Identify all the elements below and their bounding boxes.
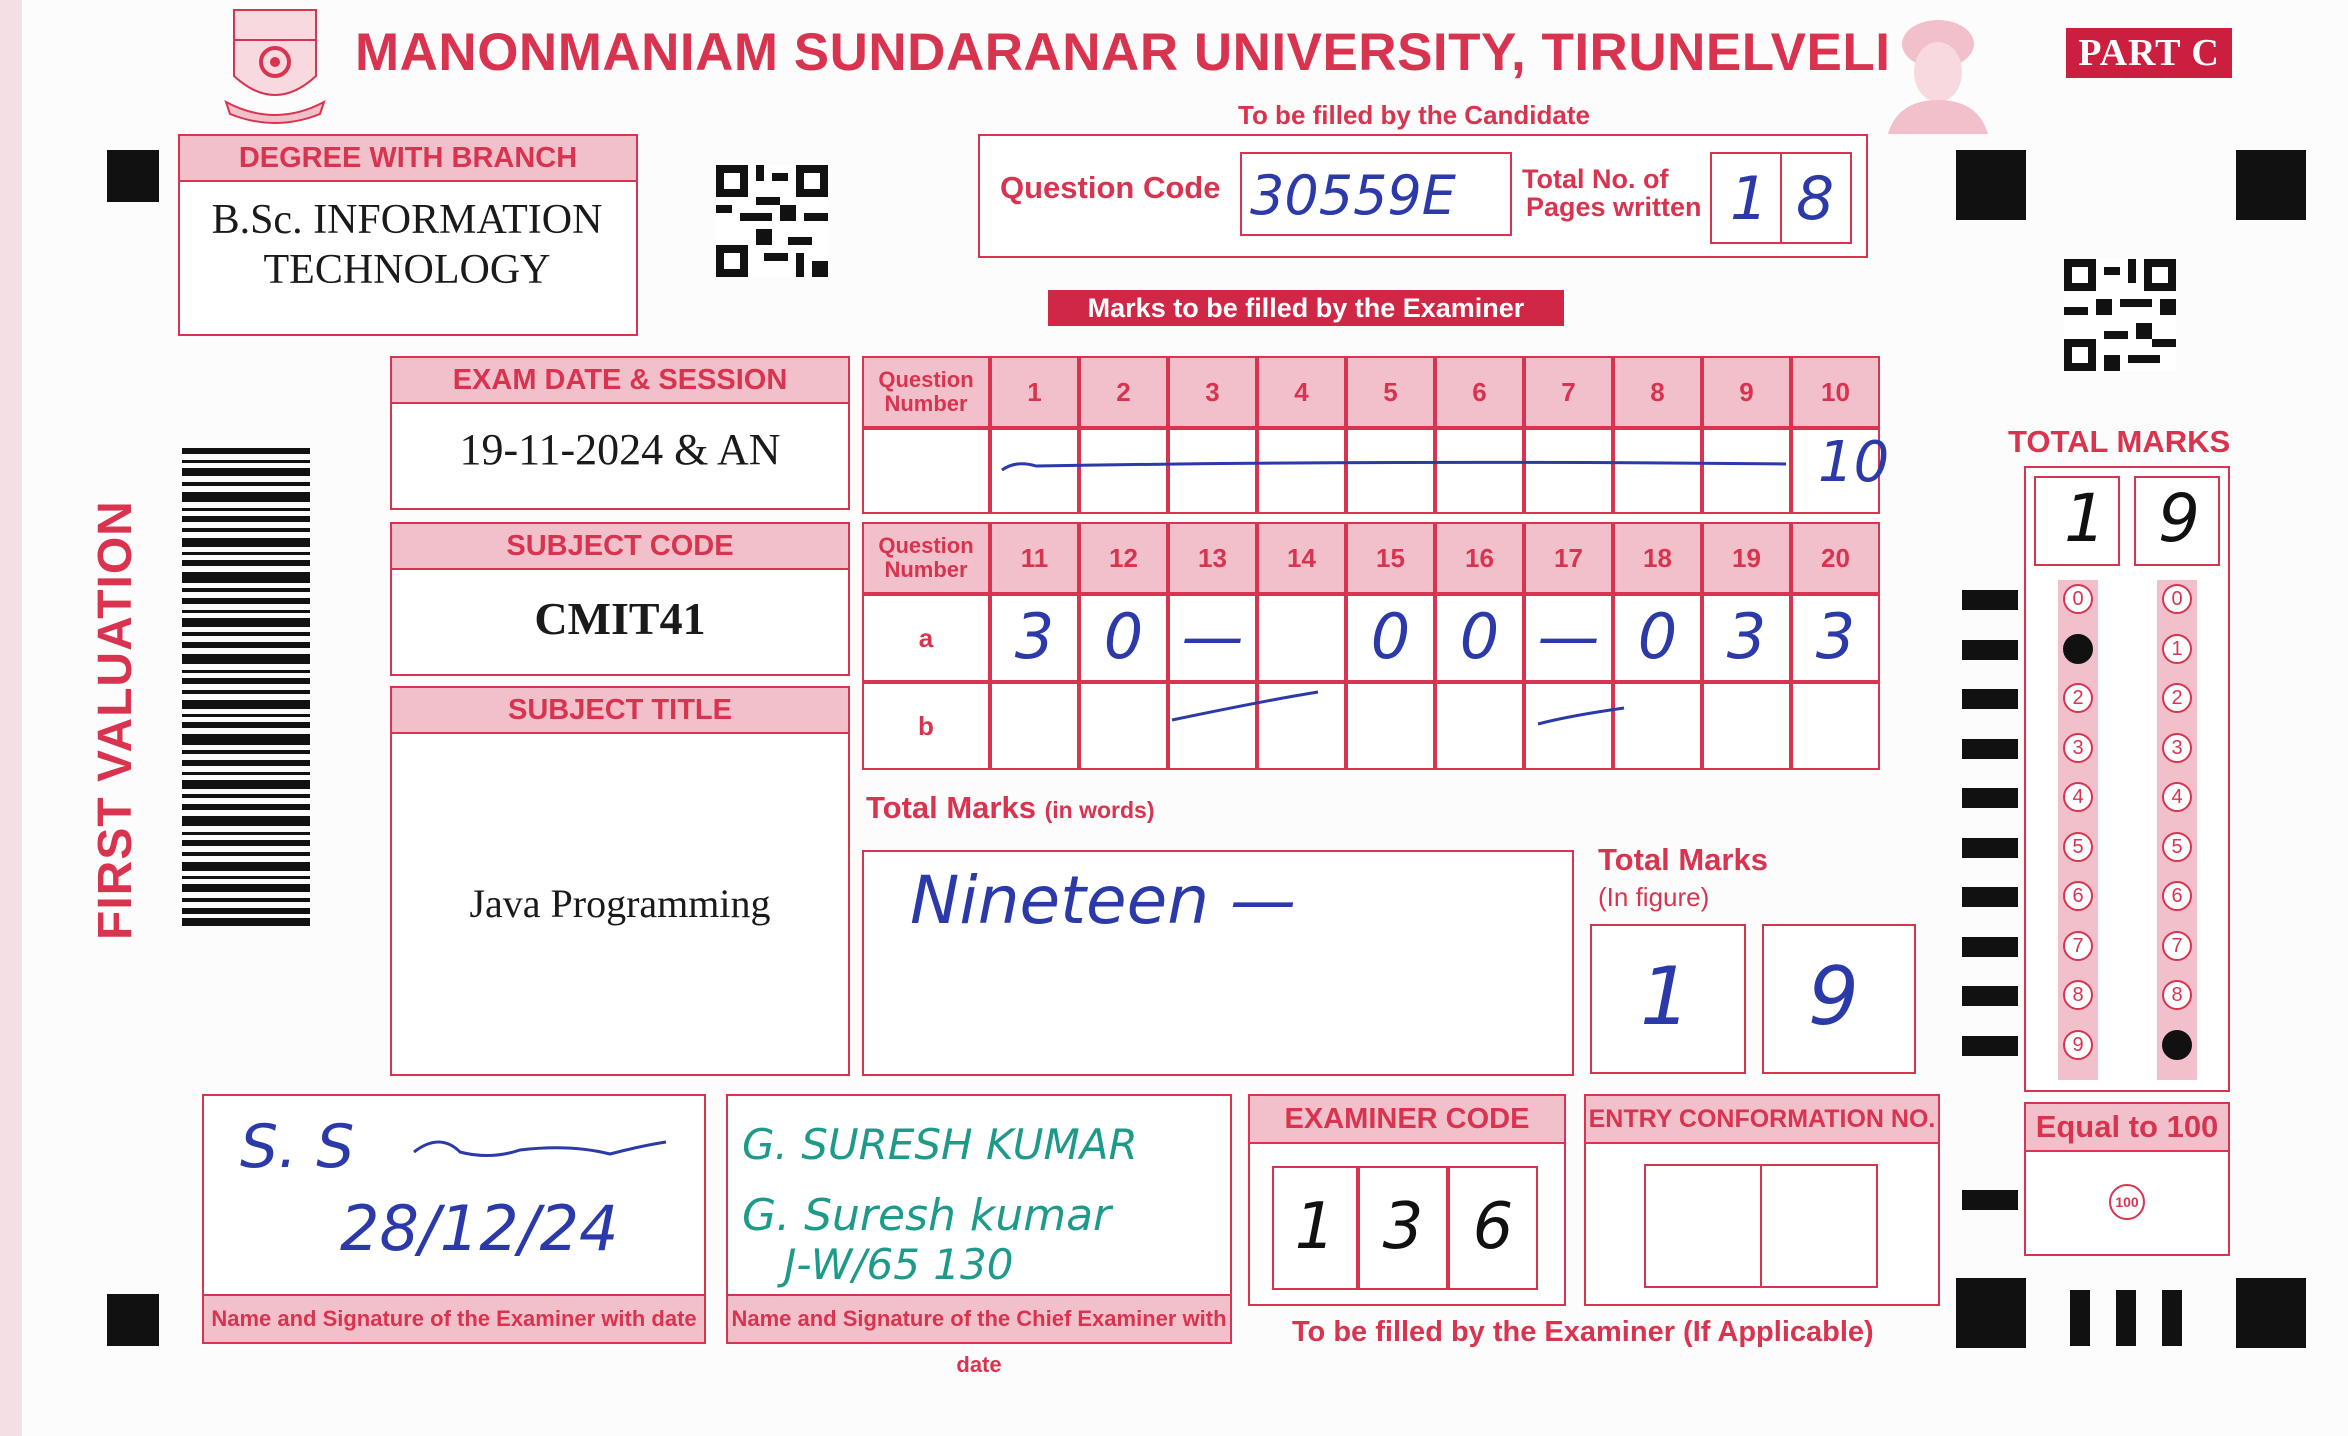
degree-line1: B.Sc. INFORMATION xyxy=(211,197,603,243)
alignment-marker xyxy=(1956,150,2026,220)
grid1-question-number: 1 xyxy=(990,356,1079,428)
pages-digit1: 1 xyxy=(1730,164,1769,234)
row-b-mark-cell[interactable] xyxy=(990,682,1079,770)
examiner-note-banner: Marks to be filled by the Examiner xyxy=(1048,290,1564,326)
timing-mark xyxy=(1962,739,2018,759)
equal-100-label: Equal to 100 xyxy=(2024,1102,2230,1152)
row-b-label: b xyxy=(862,682,990,770)
omr-bubble-units[interactable]: 2 xyxy=(2162,683,2192,713)
omr-bubble-tens[interactable]: 3 xyxy=(2063,733,2093,763)
omr-bubble-tens[interactable]: 0 xyxy=(2063,584,2093,614)
alignment-marker xyxy=(107,1294,159,1346)
row-a-mark-cell[interactable]: 3 xyxy=(1791,594,1880,682)
total-marks-panel-label: TOTAL MARKS xyxy=(2008,424,2231,459)
examiner-signature-flourish xyxy=(410,1130,670,1170)
total-panel-digit1: 1 xyxy=(2064,480,2106,557)
examiner-signature-label: Name and Signature of the Examiner with date xyxy=(202,1294,706,1344)
subject-title-value: Java Programming xyxy=(469,881,771,926)
omr-bubble-tens[interactable]: 6 xyxy=(2063,881,2093,911)
omr-bubble-tens[interactable]: 2 xyxy=(2063,683,2093,713)
equal-100-bubble[interactable]: 100 xyxy=(2109,1184,2145,1220)
total-figure-sub: (In figure) xyxy=(1598,882,1710,912)
total-words-value: Nineteen — xyxy=(910,862,1297,939)
grid1-question-number: 5 xyxy=(1346,356,1435,428)
row-b-mark-cell[interactable] xyxy=(1702,682,1791,770)
timing-mark xyxy=(1962,788,2018,808)
row-a-mark-cell[interactable]: 3 xyxy=(990,594,1079,682)
subject-code-value: CMIT41 xyxy=(534,593,706,644)
question-10-mark: 10 xyxy=(1818,430,1890,495)
grid1-question-number: 4 xyxy=(1257,356,1346,428)
row-a-label: a xyxy=(862,594,990,682)
omr-bubble-tens[interactable]: 8 xyxy=(2063,980,2093,1010)
grid2-question-number: 15 xyxy=(1346,522,1435,594)
grid1-strike-line xyxy=(996,450,1796,480)
row-a-mark-cell[interactable]: — xyxy=(1168,594,1257,682)
pages-label-line2: Pages written xyxy=(1526,192,1702,222)
pages-divider xyxy=(1780,152,1782,244)
pages-digit2: 8 xyxy=(1796,164,1835,234)
degree-label: DEGREE WITH BRANCH xyxy=(178,134,638,182)
timing-mark xyxy=(1962,937,2018,957)
timing-mark xyxy=(1962,838,2018,858)
grid1-question-number: 8 xyxy=(1613,356,1702,428)
examiner-signature-name: S. S xyxy=(240,1112,355,1182)
part-c-badge: PART C xyxy=(2066,28,2232,78)
grid1-question-number: 2 xyxy=(1079,356,1168,428)
chief-signature-line2: G. Suresh kumar xyxy=(742,1190,1112,1241)
grid2-question-number: 19 xyxy=(1702,522,1791,594)
omr-bubble-units[interactable]: 5 xyxy=(2162,832,2192,862)
grid2-question-number: 11 xyxy=(990,522,1079,594)
footer-note: To be filled by the Examiner (If Applicable) xyxy=(1292,1316,1874,1348)
row-b-mark-cell[interactable] xyxy=(1791,682,1880,770)
grid2-question-number: 13 xyxy=(1168,522,1257,594)
alignment-marker xyxy=(2162,1290,2182,1346)
omr-bubble-units[interactable]: 4 xyxy=(2162,782,2192,812)
omr-bubble-units[interactable]: 3 xyxy=(2162,733,2192,763)
alignment-marker xyxy=(2236,1278,2306,1348)
alignment-marker xyxy=(1956,1278,2026,1348)
grid1-row-label-cell xyxy=(862,428,990,514)
barcode-icon xyxy=(182,448,310,926)
first-valuation-label: FIRST VALUATION xyxy=(89,500,142,940)
grid2-question-number: 17 xyxy=(1524,522,1613,594)
question-code-value: 30559E xyxy=(1250,164,1456,227)
exam-date-value: 19-11-2024 & AN xyxy=(459,425,781,474)
examiner-code-label: EXAMINER CODE xyxy=(1248,1094,1566,1144)
row-b-strike-lines xyxy=(1168,680,1638,740)
degree-line2: TECHNOLOGY xyxy=(263,247,551,293)
total-words-label-sub: (in words) xyxy=(1044,797,1155,823)
timing-mark xyxy=(1962,1036,2018,1056)
total-words-label xyxy=(866,790,1155,826)
grid1-header-label: Question Number xyxy=(862,356,990,428)
grid2-question-number: 14 xyxy=(1257,522,1346,594)
timing-mark xyxy=(1962,689,2018,709)
university-emblem-icon xyxy=(222,6,328,124)
grid2-question-number: 20 xyxy=(1791,522,1880,594)
row-a-mark-cell[interactable]: — xyxy=(1524,594,1613,682)
timing-mark xyxy=(1962,590,2018,610)
timing-mark xyxy=(1962,640,2018,660)
omr-bubble-tens[interactable]: 7 xyxy=(2063,931,2093,961)
row-a-mark-cell[interactable]: 0 xyxy=(1435,594,1524,682)
subject-code-label: SUBJECT CODE xyxy=(390,522,850,570)
qr-code-icon xyxy=(716,164,828,278)
row-a-mark-cell[interactable] xyxy=(1257,594,1346,682)
grid1-question-number: 6 xyxy=(1435,356,1524,428)
grid1-question-number: 7 xyxy=(1524,356,1613,428)
omr-bubble-units[interactable]: 1 xyxy=(2162,634,2192,664)
grid2-question-number: 12 xyxy=(1079,522,1168,594)
qr-code-icon xyxy=(2064,258,2176,372)
pages-label-line1: Total No. of xyxy=(1522,164,1669,194)
alignment-marker xyxy=(2116,1290,2136,1346)
row-a-mark-cell[interactable]: 3 xyxy=(1702,594,1791,682)
alignment-marker xyxy=(2070,1290,2090,1346)
row-a-mark-cell[interactable]: 0 xyxy=(1079,594,1168,682)
timing-mark xyxy=(1962,1190,2018,1210)
alignment-marker xyxy=(107,150,159,202)
omr-bubble-tens[interactable]: 9 xyxy=(2063,1030,2093,1060)
grid2-question-number: 16 xyxy=(1435,522,1524,594)
question-code-label: Question Code xyxy=(1000,170,1221,205)
row-a-mark-cell[interactable]: 0 xyxy=(1346,594,1435,682)
examiner-code-digit[interactable]: 3 xyxy=(1358,1166,1448,1290)
row-b-mark-cell[interactable] xyxy=(1079,682,1168,770)
founder-portrait-icon xyxy=(1878,8,1998,134)
alignment-marker xyxy=(2236,150,2306,220)
candidate-note: To be filled by the Candidate xyxy=(1238,100,1590,130)
omr-bubble-units[interactable]: 0 xyxy=(2162,584,2192,614)
total-words-label-text: Total Marks xyxy=(866,790,1036,825)
timing-mark xyxy=(1962,887,2018,907)
chief-signature-line1: G. SURESH KUMAR xyxy=(742,1120,1138,1169)
total-figure-digit1: 1 xyxy=(1640,950,1691,1043)
total-figure-digit2: 9 xyxy=(1808,950,1859,1043)
grid1-question-number: 10 xyxy=(1791,356,1880,428)
omr-bubble-units[interactable]: 6 xyxy=(2162,881,2192,911)
grid2-header-label: Question Number xyxy=(862,522,990,594)
examiner-code-digit[interactable]: 6 xyxy=(1448,1166,1538,1290)
examiner-signature-date: 28/12/24 xyxy=(340,1192,619,1265)
examiner-code-digit[interactable]: 1 xyxy=(1272,1166,1358,1290)
grid2-question-number: 18 xyxy=(1613,522,1702,594)
omr-bubble-units[interactable]: 9 xyxy=(2162,1030,2192,1060)
university-title: MANONMANIAM SUNDARANAR UNIVERSITY, TIRUNELVELI xyxy=(355,23,1891,82)
subject-title-label: SUBJECT TITLE xyxy=(390,686,850,734)
entry-conformation-label: ENTRY CONFORMATION NO. xyxy=(1584,1094,1940,1144)
grid1-question-number: 9 xyxy=(1702,356,1791,428)
omr-bubble-tens[interactable]: 1 xyxy=(2063,634,2093,664)
chief-signature-label: Name and Signature of the Chief Examiner with date xyxy=(726,1294,1232,1344)
omr-bubble-tens[interactable]: 4 xyxy=(2063,782,2093,812)
total-panel-digit2: 9 xyxy=(2158,480,2200,557)
exam-date-label: EXAM DATE & SESSION xyxy=(390,356,850,404)
omr-bubble-units[interactable]: 8 xyxy=(2162,980,2192,1010)
omr-bubble-units[interactable]: 7 xyxy=(2162,931,2192,961)
entry-conformation-divider xyxy=(1760,1164,1762,1288)
chief-signature-line3: J-W/65 130 xyxy=(784,1240,1014,1289)
total-figure-label: Total Marks xyxy=(1598,842,1768,877)
timing-mark xyxy=(1962,986,2018,1006)
grid1-question-number: 3 xyxy=(1168,356,1257,428)
row-a-mark-cell[interactable]: 0 xyxy=(1613,594,1702,682)
omr-bubble-tens[interactable]: 5 xyxy=(2063,832,2093,862)
